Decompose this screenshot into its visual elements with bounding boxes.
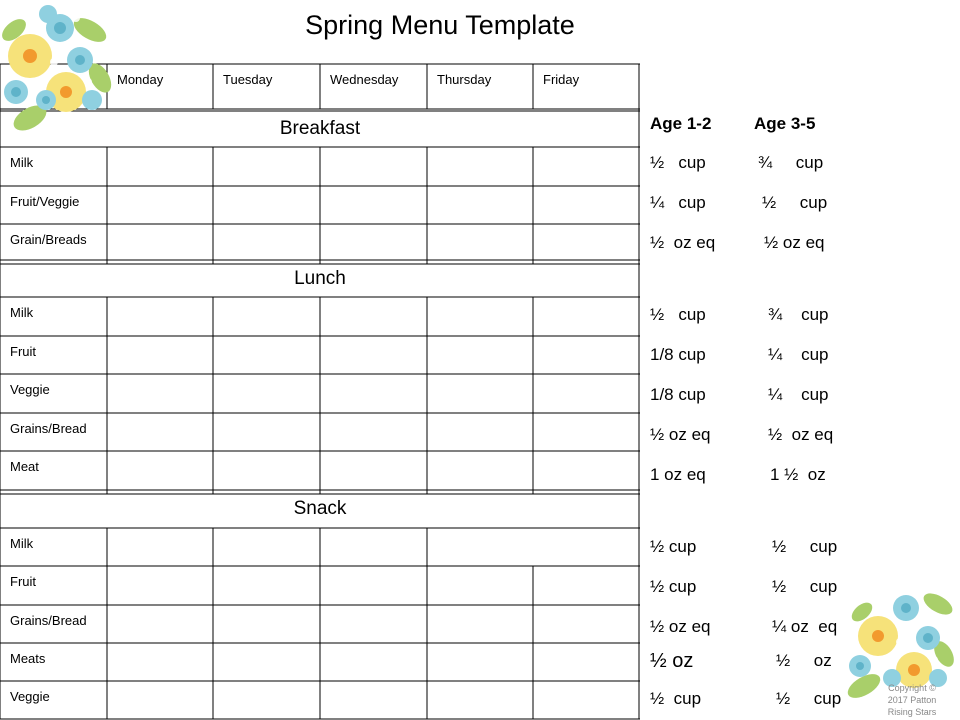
row-label: Fruit (10, 344, 36, 359)
portion-value: ¾ cup (758, 153, 824, 172)
portion-value: ½ oz eq (650, 233, 716, 252)
section-title-breakfast: Breakfast (279, 118, 361, 139)
page-title: Spring Menu Template (305, 10, 575, 40)
section-title-lunch: Lunch (294, 268, 346, 289)
row-label: Milk (10, 536, 34, 551)
portion-value: ½ oz eq (764, 233, 825, 252)
portion-value: ½ cup (650, 305, 706, 324)
portion-value: ½ oz (776, 651, 832, 670)
flower-bouquet-icon (0, 0, 118, 136)
row-label: Fruit (10, 574, 36, 589)
row-label: Veggie (10, 689, 50, 704)
copyright-note: Copyright © 2017 Patton Rising Stars (887, 683, 937, 717)
row-label: Grains/Bread (10, 613, 87, 628)
portion-value: ½ oz eq (768, 425, 834, 444)
portion-value: ½ cup (776, 689, 842, 708)
portion-value: 1/8 cup (650, 385, 706, 404)
day-header-tuesday: Tuesday (223, 72, 273, 87)
row-label: Milk (10, 155, 34, 170)
day-header-thursday: Thursday (437, 72, 492, 87)
day-header-friday: Friday (543, 72, 580, 87)
row-label: Grain/Breads (10, 232, 87, 247)
portion-value: ½ cup (650, 153, 706, 172)
portion-value: ½ cup (650, 537, 697, 556)
portion-value: ¼ cup (768, 345, 829, 364)
row-label: Meat (10, 459, 39, 474)
portion-value: ¼ cup (650, 193, 706, 212)
portion-value: ½ oz (650, 650, 694, 672)
portion-value: ½ cup (772, 537, 838, 556)
portion-value: ½ cup (650, 689, 702, 708)
portion-value: 1/8 cup (650, 345, 706, 364)
portion-value: ½ cup (772, 577, 838, 596)
portion-value: ¼ oz eq (772, 617, 838, 636)
day-header-wednesday: Wednesday (330, 72, 399, 87)
portion-value: ½ cup (650, 577, 697, 596)
portion-value: ½ cup (762, 193, 828, 212)
portion-value: ½ oz eq (650, 617, 711, 636)
portion-value: 1 oz eq (650, 465, 706, 484)
portion-header-age-1-2: Age 1-2 (650, 114, 712, 133)
portion-value: ¼ cup (768, 385, 829, 404)
portion-value: ½ oz eq (650, 425, 711, 444)
row-label: Grains/Bread (10, 421, 87, 436)
row-label: Meats (10, 651, 46, 666)
section-title-snack: Snack (293, 498, 347, 519)
portion-value: ¾ cup (768, 305, 829, 324)
row-label: Milk (10, 305, 34, 320)
day-header-monday: Monday (117, 72, 164, 87)
row-label: Veggie (10, 382, 50, 397)
portion-value: 1 ½ oz (770, 465, 826, 484)
portion-header-age-3-5: Age 3-5 (754, 114, 816, 133)
row-label: Fruit/Veggie (10, 194, 80, 209)
